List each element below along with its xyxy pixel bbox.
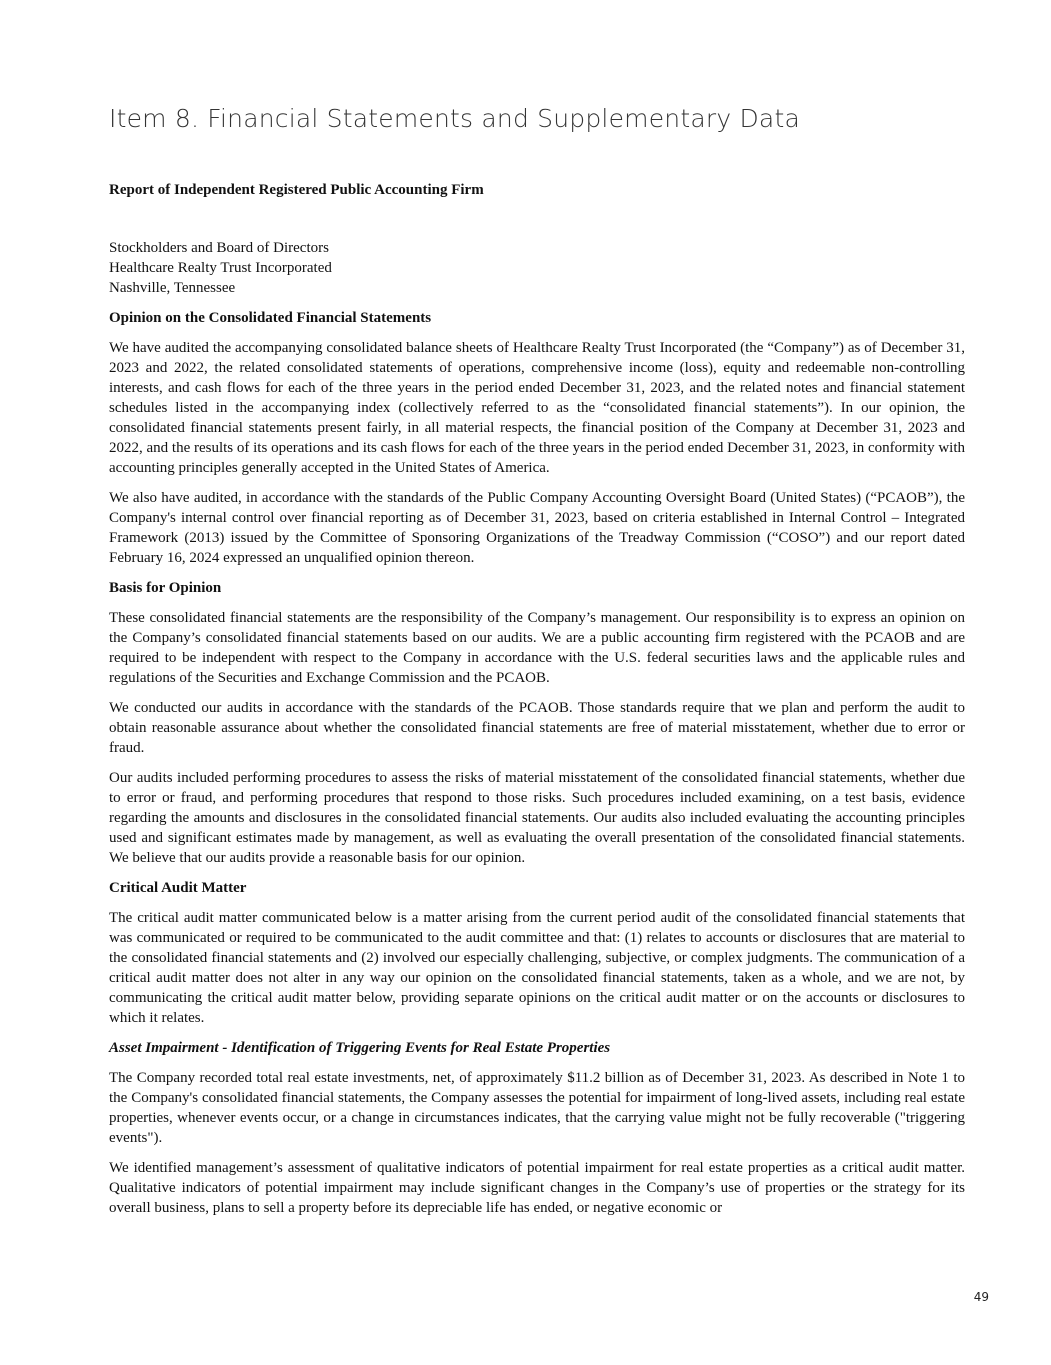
paragraph: The critical audit matter communicated below is a matter arising from the current period audit of the consolidated financial statements that was communicated or required to be communicated to the audit committee and that: (1) relates to accounts or disclosures that are material to the consolidated financial statements and (2) involved our especially challenging, subjective, or complex judgments. The communication of a critical audit matter does not alter in any way our opinion on the consolidated financial statements, taken as a whole, and we are not, by communicating the critical audit matter below, providing separate opinions on the critical audit matter or on the accounts or disclosures to which it relates. [109,910,965,1026]
section-heading: Opinion on the Consolidated Financial Statements [109,310,432,326]
addressee-line: Healthcare Realty Trust Incorporated [109,260,332,276]
section-opinion [109,308,965,568]
addressee-line: Nashville, Tennessee [109,280,236,296]
report-heading: Report of Independent Registered Public Accounting Firm [109,182,484,198]
section-asset-impairment [109,1038,965,1218]
section-heading: Basis for Opinion [109,580,222,596]
paragraph: We conducted our audits in accordance with the standards of the PCAOB. Those standards require that we plan and perform the audit to obtain reasonable assurance about whether the consolidated financial statements are free of material misstatement, whether due to error or fraud. [109,700,965,756]
paragraph: We identified management’s assessment of qualitative indicators of potential impairment for real estate properties as a critical audit matter. Qualitative indicators of potential impairment may include significant changes in the Company’s use of properties or the strategy for its overall business, plans to sell a property before its depreciable life has ended, or negative economic or [109,1160,965,1216]
paragraph: Our audits included performing procedures to assess the risks of material misstatement of the consolidated financial statements, whether due to error or fraud, and performing procedures that respond to those risks. Such procedures included examining, on a test basis, evidence regarding the amounts and disclosures in the consolidated financial statements. Our audits also included evaluating the accounting principles used and significant estimates made by management, as well as evaluating the overall presentation of the consolidated financial statements. We believe that our audits provide a reasonable basis for our opinion. [109,770,965,866]
paragraph: We also have audited, in accordance with the standards of the Public Company Accounting Oversight Board (United States) (“PCAOB”), the Company's internal control over financial reporting as of December 31, 2023, based on criteria established in Internal Control – Integrated Framework (2013) issued by the Committee of Sponsoring Organizations of the Treadway Commission (“COSO”) and our report dated February 16, 2024 expressed an unqualified opinion thereon. [109,490,965,566]
section-heading: Critical Audit Matter [109,880,247,896]
paragraph: These consolidated financial statements are the responsibility of the Company’s management. Our responsibility is to express an opinion on the Company’s consolidated financial statements based on our audits. We are a public accounting firm registered with the PCAOB and are required to be independent with respect to the Company in accordance with the U.S. federal securities laws and the applicable rules and regulations of the Securities and Exchange Commission and the PCAOB. [109,610,965,686]
page-title: Item 8. Financial Statements and Supplementary Data [109,104,800,133]
section-critical-audit-matter [109,878,965,1028]
section-basis-for-opinion [109,578,965,868]
auditor-report [109,180,965,1228]
addressee-block [109,238,965,298]
paragraph: The Company recorded total real estate investments, net, of approximately $11.2 billion as of December 31, 2023. As described in Note 1 to the Company's consolidated financial statements, the Company assesses the potential for impairment of long-lived assets, including real estate properties, whenever events occur, or a change in circumstances indicates, that the carrying value might not be fully recoverable ("triggering events"). [109,1070,965,1146]
subsection-heading: Asset Impairment - Identification of Triggering Events for Real Estate Properties [109,1040,611,1056]
page-number: 49 [973,1290,989,1304]
addressee-line: Stockholders and Board of Directors [109,240,329,256]
paragraph: We have audited the accompanying consolidated balance sheets of Healthcare Realty Trust Incorporated (the “Company”) as of December 31, 2023 and 2022, the related consolidated statements of operations, comprehensive income (loss), equity and redeemable non-controlling interests, and cash flows for each of the three years in the period ended December 31, 2023, and the related notes and financial statement schedules listed in the accompanying index (collectively referred to as the “consolidated financial statements”). In our opinion, the consolidated financial statements present fairly, in all material respects, the financial position of the Company at December 31, 2023 and 2022, and the results of its operations and its cash flows for each of the three years in the period ended December 31, 2023, in conformity with accounting principles generally accepted in the United States of America. [109,340,966,476]
